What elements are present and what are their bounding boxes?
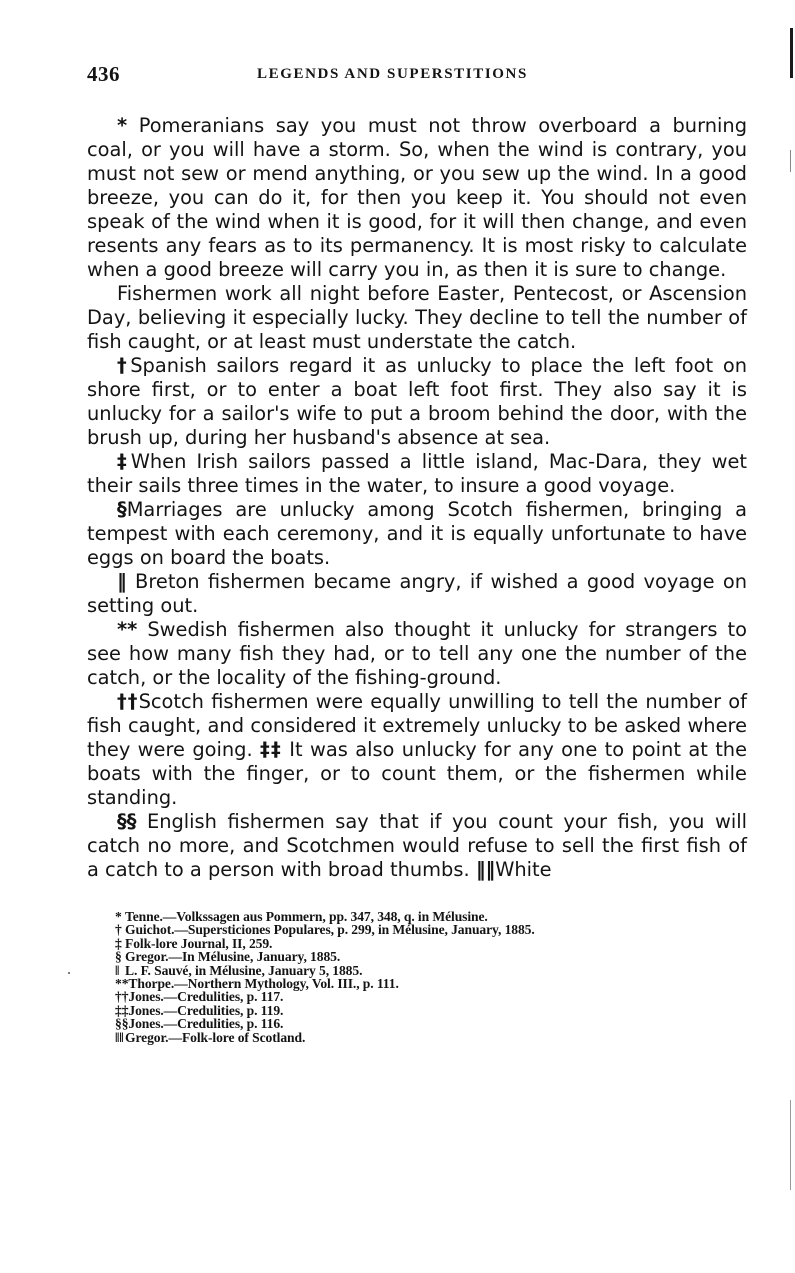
paragraph-text: Swedish fishermen also thought it unlucky for strangers to see how many fish they had, or to tell any one the number of the catch, or the locality of the fishing-ground. bbox=[87, 618, 747, 689]
paragraph-text: Fishermen work all night before Easter, Pentecost, or Ascension Day, believing it especially lucky. They decline to tell the number of fish caught, or at least must understate the catch. bbox=[87, 282, 747, 353]
footnote bbox=[115, 910, 747, 923]
paragraph-fishermen-easter bbox=[87, 282, 747, 354]
footnote-marker: ‡‡ bbox=[260, 738, 282, 761]
page-edge-mark bbox=[790, 28, 793, 78]
footnote-mark: † bbox=[115, 922, 122, 938]
footnote-text: Guichot.—Supersticiones Populares, p. 299, in Mélusine, January, 1885. bbox=[125, 922, 535, 938]
footnote-marker: §§ bbox=[117, 810, 137, 833]
paragraph-spanish-sailors bbox=[87, 354, 747, 450]
footnote-text: Gregor.—Folk-lore of Scotland. bbox=[125, 1029, 306, 1045]
footnote-text: Folk-lore Journal, II, 259. bbox=[125, 935, 273, 951]
paragraph-irish-sailors bbox=[87, 450, 747, 498]
paragraph-scotch-fishermen bbox=[87, 690, 747, 810]
footnote-text: Tenne.—Volkssagen aus Pommern, pp. 347, 348, q. in Mélusine. bbox=[125, 909, 488, 924]
footnote-text: Gregor.—In Mélusine, January, 1885. bbox=[125, 949, 341, 965]
footnote bbox=[115, 950, 747, 963]
footnote-text: Jones.—Credulities, p. 116. bbox=[128, 1016, 284, 1032]
footnote bbox=[115, 977, 747, 990]
footnote bbox=[115, 990, 747, 1003]
paragraph-scotch-marriages bbox=[87, 498, 747, 570]
page-number: 436 bbox=[87, 62, 120, 86]
footnote-text: Jones.—Credulities, p. 117. bbox=[128, 989, 284, 1005]
footnote-marker: † bbox=[117, 354, 131, 377]
footnote-text: Thorpe.—Northern Mythology, Vol. III., p. 111. bbox=[128, 976, 399, 992]
paragraph-text: Pomeranians say you must not throw overboard a burning coal, or you will have a storm. So, when the wind is contrary, you must not sew or mend anything, or you sew up the wind. In a good breeze, you can do it, for then you keep it. You should not even speak of the wind when it is good, for it will then change, and even resents any fears as to its permanency. It is most risky to calculate when a good breeze will carry you in, as then it is sure to change. bbox=[87, 114, 747, 281]
paragraph-text: When Irish sailors passed a little island, Mac-Dara, they wet their sails three times in the water, to insure a good voyage. bbox=[87, 450, 747, 497]
footnote-marker: ‖‖ bbox=[475, 858, 496, 881]
book-page bbox=[87, 60, 747, 1044]
paragraph-text: White bbox=[495, 858, 552, 881]
footnote bbox=[115, 1031, 747, 1044]
footnote-mark: ‖‖ bbox=[115, 1029, 124, 1045]
footnote-mark: ‡ bbox=[115, 935, 122, 951]
paragraph-text: Breton fishermen became angry, if wished a good voyage on setting out. bbox=[87, 570, 747, 617]
paragraph-pomeranians bbox=[87, 114, 747, 282]
paragraph-text: It was also unlucky for any one to point at the boats with the finger, or to count them, or the fishermen while standing. bbox=[87, 738, 748, 809]
paragraph-text: Scotch fishermen were equally unwilling to tell the number of fish caught, and considered it extremely unlucky to be asked where they were going. bbox=[87, 690, 747, 761]
paragraph-text: English fishermen say that if you count your fish, you will catch no more, and Scotchmen would refuse to sell the first fish of a catch to a person with broad thumbs. bbox=[87, 810, 747, 881]
footnote-text: L. F. Sauvé, in Mélusine, January 5, 1885. bbox=[125, 962, 363, 978]
footnote-marker: ** bbox=[117, 618, 138, 641]
footnote-marker: †† bbox=[117, 690, 139, 713]
running-head bbox=[87, 60, 747, 92]
page-edge-mark bbox=[790, 150, 791, 172]
footnote-marker: § bbox=[117, 498, 127, 521]
paragraph-text: Spanish sailors regard it as unlucky to place the left foot on shore first, or to enter a boat left foot first. They also say it is unlucky for a sailor's wife to put a broom behind the door, with the brush up, during her husband's absence at sea. bbox=[87, 354, 747, 449]
running-title: LEGENDS AND SUPERSTITIONS bbox=[257, 66, 528, 82]
footnote-marker: ‖ bbox=[117, 570, 127, 593]
footnote bbox=[115, 1017, 747, 1030]
footnote bbox=[115, 1004, 747, 1017]
stray-dot bbox=[68, 972, 70, 974]
body-text bbox=[87, 114, 747, 882]
paragraph-swedish-fishermen bbox=[87, 618, 747, 690]
footnote-marker: ‡ bbox=[117, 450, 131, 473]
footnote bbox=[115, 923, 747, 936]
footnote bbox=[115, 937, 747, 950]
paragraph-text: Marriages are unlucky among Scotch fishermen, bringing a tempest with each ceremony, and it is equally unfortunate to have eggs on board the boats. bbox=[87, 498, 747, 569]
paragraph-breton-fishermen bbox=[87, 570, 747, 618]
footnote-text: Jones.—Credulities, p. 119. bbox=[128, 1002, 284, 1018]
footnotes bbox=[115, 910, 747, 1044]
footnote-mark: § bbox=[115, 949, 122, 965]
footnote-mark: ‖ bbox=[115, 962, 120, 978]
footnote-mark: †† bbox=[115, 989, 129, 1005]
footnote-mark: §§ bbox=[115, 1016, 129, 1032]
footnote-mark: * bbox=[115, 909, 122, 924]
footnote bbox=[115, 964, 747, 977]
footnote-mark: ‡‡ bbox=[115, 1002, 129, 1018]
footnote-mark: ** bbox=[115, 976, 129, 992]
footnote-marker: * bbox=[117, 114, 128, 137]
page-edge-mark bbox=[790, 1100, 791, 1190]
paragraph-english-fishermen bbox=[87, 810, 747, 882]
